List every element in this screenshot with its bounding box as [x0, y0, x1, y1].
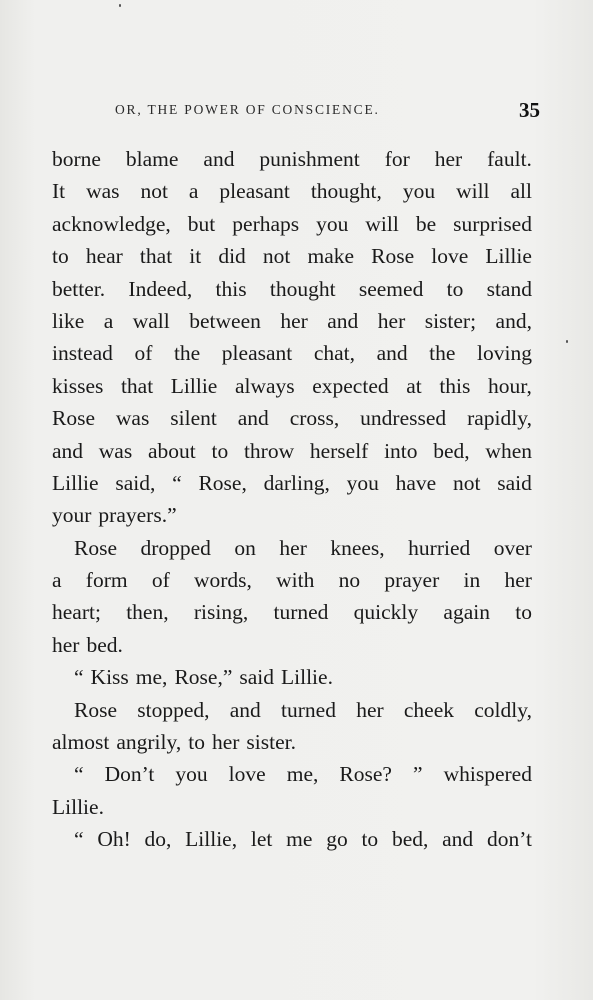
word: love	[228, 762, 266, 787]
text-line	[52, 337, 532, 369]
word: but	[187, 211, 216, 236]
word: no	[338, 568, 361, 593]
word: “	[172, 470, 182, 495]
word: to	[361, 827, 379, 852]
word: “	[74, 762, 84, 787]
word: bed.	[86, 632, 123, 657]
word: hear	[85, 244, 123, 269]
word: herself	[309, 438, 369, 463]
word: about	[147, 438, 196, 463]
text-line	[52, 305, 532, 337]
word: and	[52, 438, 84, 463]
word: have	[395, 470, 437, 495]
word: sister.	[246, 730, 296, 755]
word: go	[326, 827, 348, 852]
word: her	[211, 730, 240, 755]
word: Lillie	[485, 244, 532, 269]
word: all	[510, 179, 532, 204]
text-line	[52, 467, 532, 499]
word: do,	[144, 827, 172, 852]
word: pleasant	[221, 341, 293, 366]
word: make	[307, 244, 355, 269]
word: blame	[125, 147, 179, 171]
word: not	[140, 179, 168, 204]
word: when	[485, 438, 532, 463]
word: heart;	[52, 600, 101, 625]
word: was	[115, 406, 150, 431]
word: Lillie.	[52, 794, 104, 819]
word: Oh!	[97, 827, 131, 852]
text-line	[52, 499, 532, 531]
word: Lillie	[52, 470, 99, 495]
word: Lillie,	[185, 827, 238, 852]
word: silent	[170, 406, 217, 431]
word: a	[188, 179, 199, 204]
word: hour,	[487, 373, 532, 398]
word: to	[446, 276, 464, 301]
word: and	[327, 308, 359, 333]
word: always	[234, 373, 295, 398]
word: rising,	[193, 600, 249, 625]
running-head	[100, 98, 540, 124]
word: your	[52, 503, 92, 528]
word: of	[151, 568, 170, 593]
word: again	[443, 600, 490, 625]
word: her	[280, 308, 308, 333]
text-line	[52, 143, 532, 175]
word: was	[86, 179, 120, 204]
word: and	[376, 341, 408, 366]
text-line	[52, 564, 532, 596]
word: and	[203, 147, 235, 171]
word: Lillie.	[281, 665, 333, 690]
body-text	[52, 143, 532, 856]
word: that	[139, 244, 173, 269]
word: said	[497, 470, 532, 495]
text-line	[52, 661, 532, 693]
word: sister;	[424, 308, 477, 333]
word: not	[262, 244, 291, 269]
text-line	[52, 175, 532, 207]
text-line	[52, 273, 532, 305]
word: Lillie	[170, 373, 218, 398]
word: and	[229, 697, 261, 722]
word: you	[316, 211, 349, 236]
word: was	[98, 438, 133, 463]
word: you	[175, 762, 208, 787]
word: and	[237, 406, 269, 431]
word: Indeed,	[128, 276, 193, 301]
word: said,	[115, 470, 156, 495]
word: undressed	[360, 406, 447, 431]
word: knees,	[330, 535, 385, 560]
word: did	[218, 244, 246, 269]
word: love	[431, 244, 469, 269]
word: expected	[312, 373, 389, 398]
word: between	[189, 308, 261, 333]
word: to	[188, 730, 205, 755]
word: coldly,	[474, 697, 532, 722]
text-line	[52, 208, 532, 240]
word: perhaps	[232, 211, 300, 236]
word: turned	[281, 697, 336, 722]
word: you	[402, 179, 436, 204]
word: will	[365, 211, 399, 236]
ink-speck	[566, 340, 568, 343]
word: quickly	[353, 600, 419, 625]
word: this	[439, 373, 471, 398]
word: and,	[495, 308, 532, 333]
word: said	[239, 665, 274, 690]
word: be	[415, 211, 437, 236]
text-line	[52, 694, 532, 726]
word: her	[504, 568, 532, 593]
word: at	[406, 373, 422, 398]
word: it	[189, 244, 202, 269]
word: bed,	[433, 438, 470, 463]
word: hurried	[408, 535, 471, 560]
word: Rose	[52, 406, 95, 431]
word: pleasant	[219, 179, 290, 204]
word: rapidly,	[467, 406, 532, 431]
word: Rose?	[339, 762, 392, 787]
word: not	[453, 470, 481, 495]
word: better.	[52, 276, 106, 301]
word: me,	[286, 762, 319, 787]
word: Don’t	[104, 762, 155, 787]
word: on	[234, 535, 256, 560]
word: words,	[193, 568, 252, 593]
word: me	[286, 827, 313, 852]
word: Kiss	[90, 665, 129, 690]
word: darling,	[263, 470, 330, 495]
text-line	[52, 758, 532, 790]
text-line	[52, 791, 532, 823]
word: a	[103, 308, 114, 333]
word: prayer	[384, 568, 440, 593]
word: her	[434, 147, 463, 171]
word: Rose	[74, 697, 117, 722]
word: Rose,”	[174, 665, 233, 690]
word: her	[377, 308, 406, 333]
word: It	[52, 179, 66, 204]
word: punishment	[259, 147, 360, 171]
word: to	[211, 438, 229, 463]
word: for	[384, 147, 410, 171]
word: to	[515, 600, 532, 625]
word: stopped,	[137, 697, 210, 722]
word: you	[346, 470, 379, 495]
word: kisses	[52, 373, 104, 398]
word: form	[85, 568, 128, 593]
word: dropped	[140, 535, 211, 560]
word: prayers.”	[98, 503, 177, 528]
word: wall	[132, 308, 170, 333]
word: into	[384, 438, 418, 463]
word: with	[276, 568, 315, 593]
word: the	[173, 341, 201, 366]
word: fault.	[487, 147, 532, 171]
word: ”	[413, 762, 423, 787]
text-line	[52, 402, 532, 434]
word: Rose,	[198, 470, 247, 495]
page-number: 35	[519, 98, 540, 122]
text-line	[52, 823, 532, 855]
word: then,	[126, 600, 169, 625]
word: chat,	[313, 341, 355, 366]
text-line	[52, 370, 532, 402]
word: angrily,	[116, 730, 182, 755]
word: like	[52, 308, 85, 333]
text-line	[52, 629, 532, 661]
word: will	[456, 179, 490, 204]
text-line	[52, 435, 532, 467]
ink-speck	[119, 4, 121, 7]
word: over	[493, 535, 532, 560]
word: thought,	[310, 179, 382, 204]
word: that	[120, 373, 154, 398]
word: surprised	[453, 211, 532, 236]
word: “	[74, 827, 84, 852]
word: her	[279, 535, 307, 560]
word: whispered	[443, 762, 532, 787]
word: let	[250, 827, 273, 852]
word: throw	[243, 438, 295, 463]
word: turned	[273, 600, 329, 625]
word: acknowledge,	[52, 211, 171, 236]
word: borne	[52, 147, 101, 171]
word: instead	[52, 341, 113, 366]
text-line	[52, 532, 532, 564]
word: cheek	[403, 697, 455, 722]
word: me,	[135, 665, 168, 690]
word: bed,	[391, 827, 429, 852]
word: in	[463, 568, 481, 593]
word: this	[215, 276, 247, 301]
text-line	[52, 596, 532, 628]
word: the	[429, 341, 456, 366]
text-line	[52, 726, 532, 758]
running-head-title: OR, THE POWER OF CONSCIENCE.	[115, 102, 380, 117]
word: Rose	[74, 535, 117, 560]
word: cross,	[289, 406, 340, 431]
word: Rose	[371, 244, 415, 269]
word: seemed	[358, 276, 424, 301]
word: stand	[486, 276, 532, 301]
word: thought	[269, 276, 336, 301]
word: almost	[52, 730, 110, 755]
word: and	[442, 827, 474, 852]
text-line	[52, 240, 532, 272]
word: of	[134, 341, 153, 366]
word: don’t	[486, 827, 532, 852]
word: a	[52, 568, 62, 593]
word: her	[52, 632, 80, 657]
word: “	[74, 665, 84, 690]
word: to	[52, 244, 69, 269]
word: loving	[477, 341, 532, 366]
word: her	[356, 697, 384, 722]
